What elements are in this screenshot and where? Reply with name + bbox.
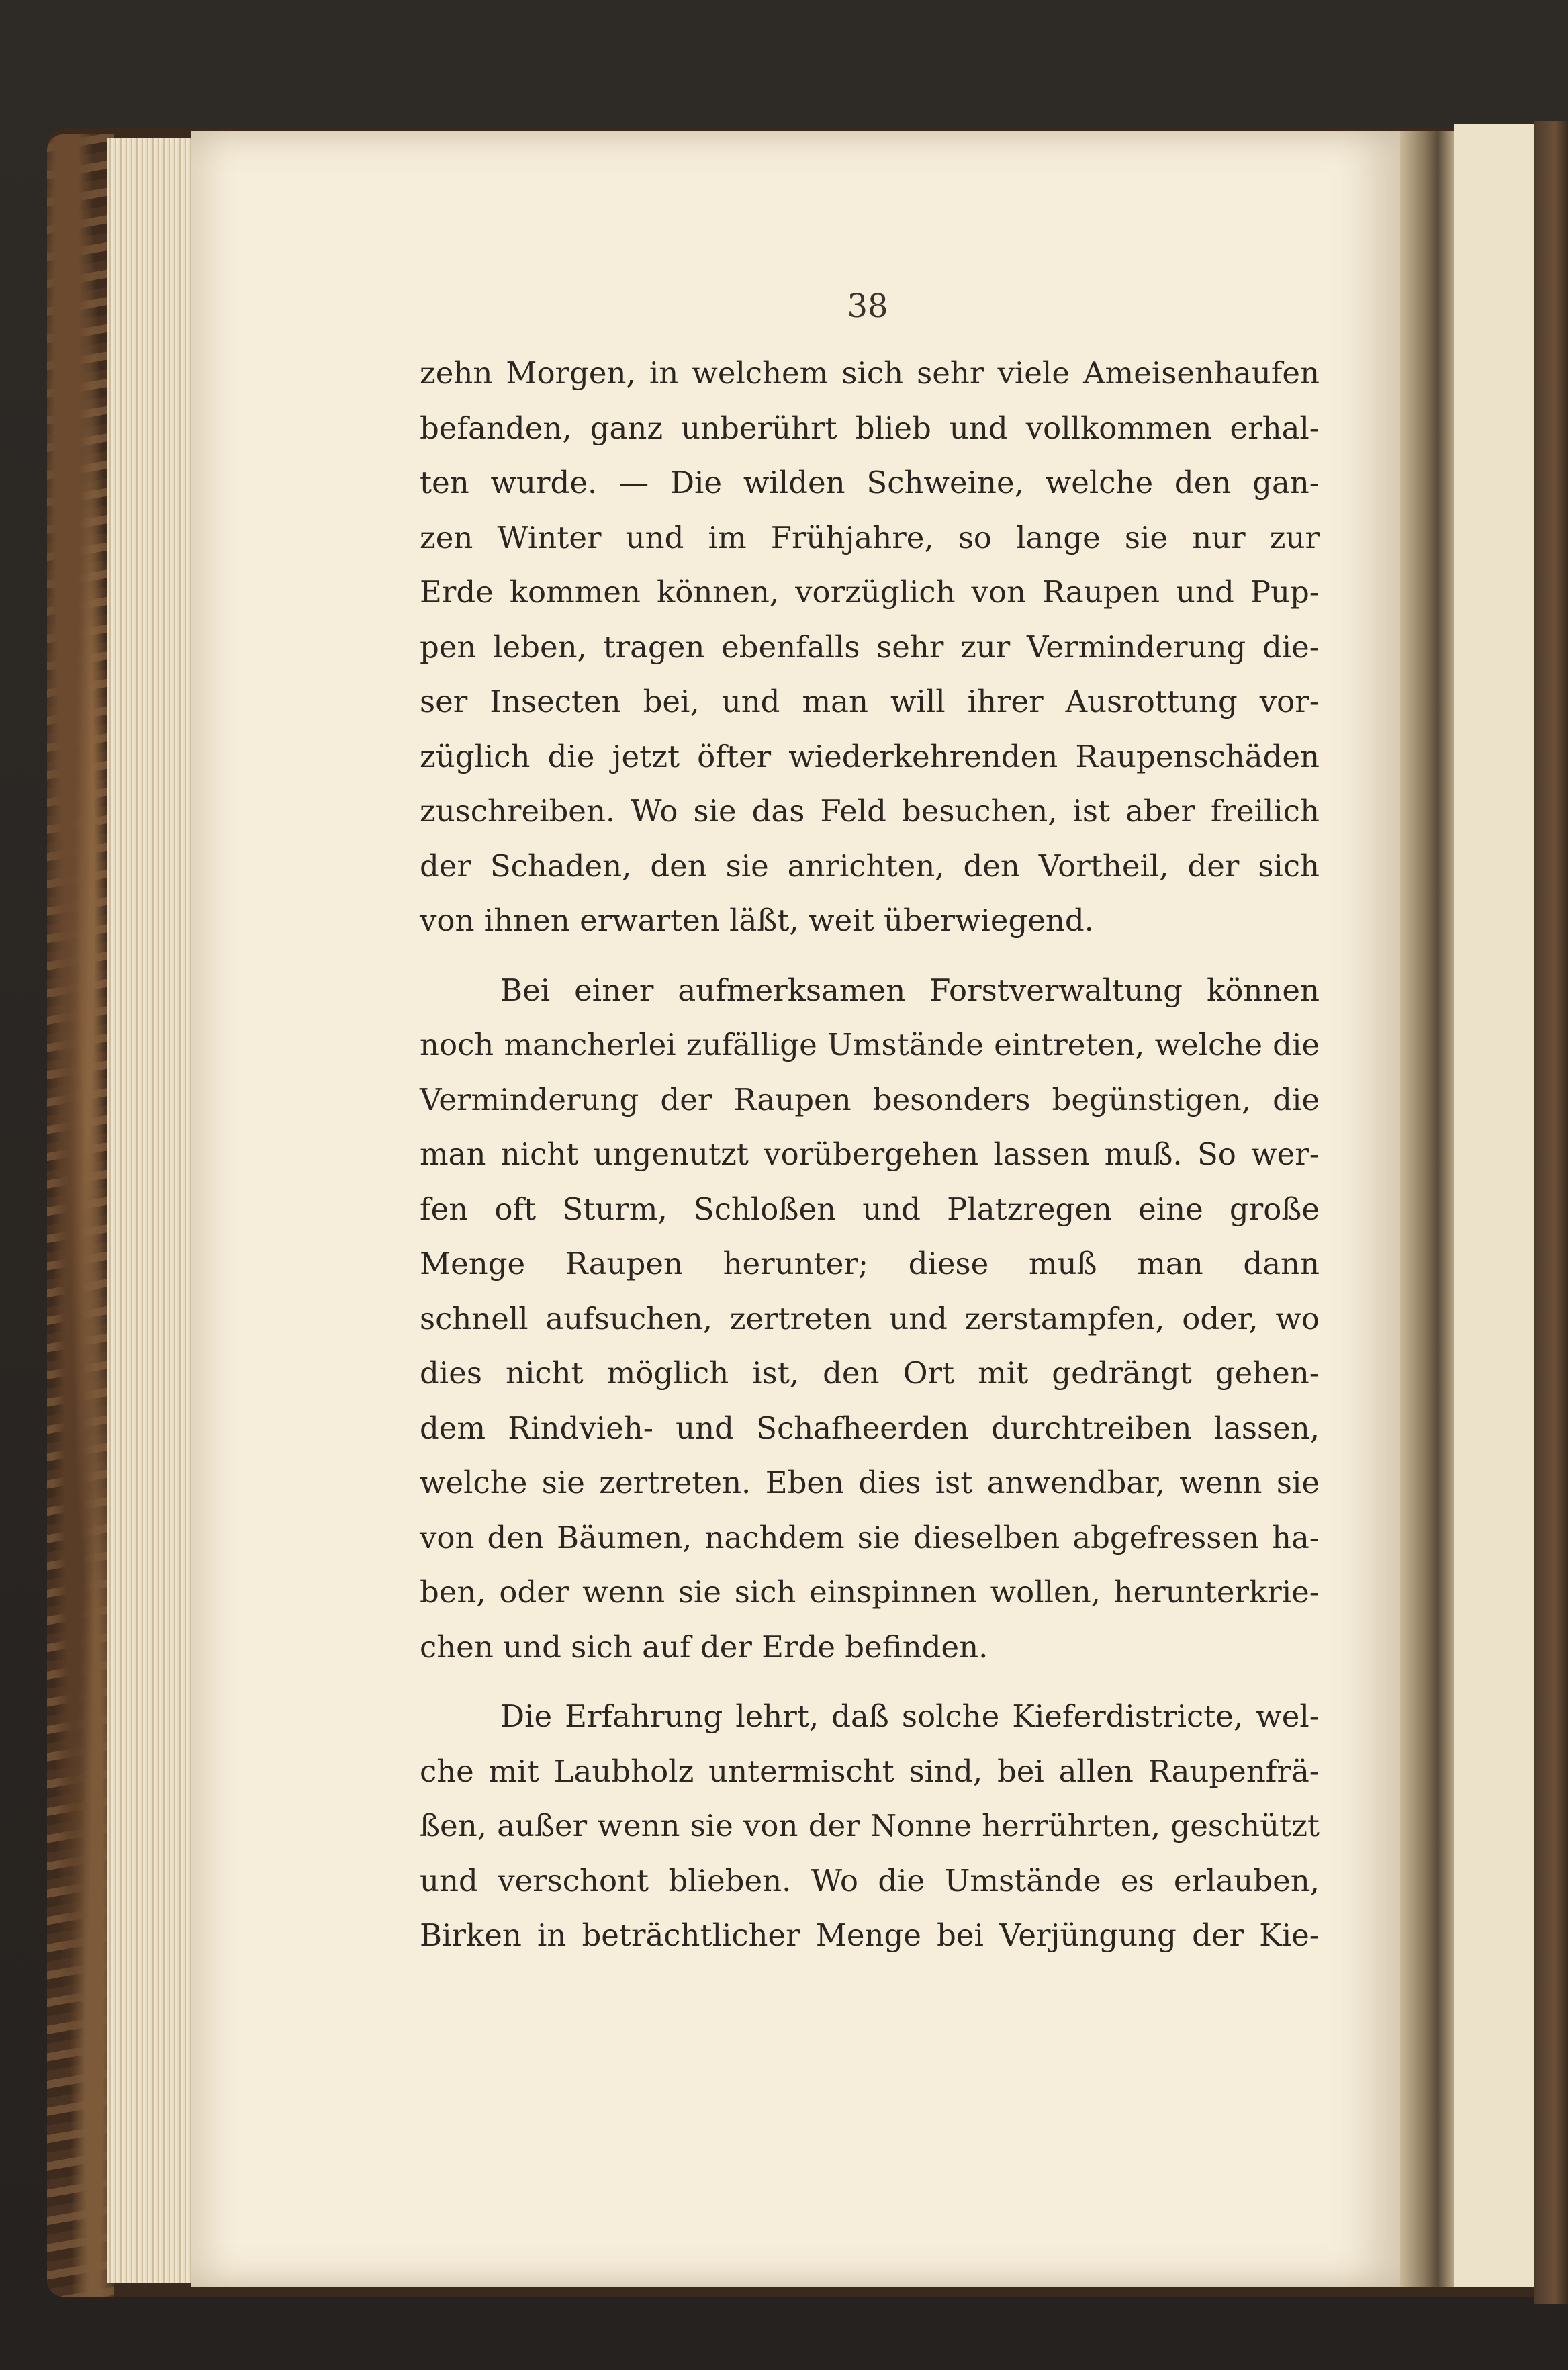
book-gutter	[1400, 131, 1454, 2287]
page-number: 38	[847, 287, 888, 325]
text-line: Birken in beträchtlicher Menge bei Verjüngung der Kie-	[420, 1917, 1320, 1953]
paragraph-gap	[420, 1674, 1320, 1689]
text-line: che mit Laubholz untermischt sind, bei allen Raupenfrä-	[420, 1753, 1320, 1789]
text-line: Die Erfahrung lehrt, daß solche Kieferdistricte, wel-	[500, 1698, 1320, 1734]
text-line: chen und sich auf der Erde befinden.	[420, 1629, 988, 1665]
text-line: Verminderung der Raupen besonders begünstigen, die	[420, 1081, 1320, 1118]
text-line: fen oft Sturm, Schloßen und Platzregen eine große	[420, 1191, 1320, 1227]
text-line: zehn Morgen, in welchem sich sehr viele Ameisenhaufen	[420, 355, 1320, 391]
body-text	[420, 346, 1320, 1963]
text-line: von den Bäumen, nachdem sie dieselben abgefressen ha-	[420, 1519, 1320, 1555]
page-edges-stack	[107, 138, 195, 2283]
text-line: noch mancherlei zufällige Umstände eintreten, welche die	[420, 1027, 1320, 1062]
text-line: befanden, ganz unberührt blieb und vollkommen erhal-	[420, 410, 1320, 446]
paragraph	[420, 346, 1320, 948]
text-line: Erde kommen können, vorzüglich von Raupen und Pup-	[420, 574, 1320, 610]
text-line: ßen, außer wenn sie von der Nonne herrührten, geschützt	[420, 1808, 1320, 1843]
text-line: dies nicht möglich ist, den Ort mit gedrängt gehen-	[420, 1355, 1320, 1391]
paragraphs	[420, 346, 1320, 1963]
text-line: zuschreiben. Wo sie das Feld besuchen, ist aber freilich	[420, 793, 1320, 829]
paragraph	[420, 1689, 1320, 1963]
text-line: schnell aufsuchen, zertreten und zerstampfen, oder, wo	[420, 1300, 1320, 1336]
facing-page-edge	[1454, 124, 1534, 2287]
paragraph-gap	[420, 948, 1320, 963]
text-line: zen Winter und im Frühjahre, so lange sie nur zur	[420, 519, 1320, 555]
text-line: Menge Raupen herunter; diese muß man dann	[420, 1246, 1320, 1281]
text-line: pen leben, tragen ebenfalls sehr zur Verminderung die-	[420, 629, 1320, 665]
text-line: ten wurde. — Die wilden Schweine, welche den gan-	[420, 465, 1320, 500]
text-line: ben, oder wenn sie sich einspinnen wollen, herunterkrie-	[420, 1574, 1320, 1610]
text-line: Bei einer aufmerksamen Forstverwaltung können	[500, 972, 1320, 1008]
text-line: von ihnen erwarten läßt, weit überwiegend.	[420, 903, 1094, 938]
cover-right-edge	[1534, 121, 1568, 2304]
text-line: man nicht ungenutzt vorübergehen lassen muß. So wer-	[420, 1136, 1320, 1172]
text-line: züglich die jetzt öfter wiederkehrenden Raupenschäden	[420, 738, 1320, 774]
text-line: der Schaden, den sie anrichten, den Vortheil, der sich	[420, 848, 1320, 884]
text-line: welche sie zertreten. Eben dies ist anwendbar, wenn sie	[420, 1465, 1320, 1500]
marbled-cover-edge	[47, 134, 114, 2297]
text-line: dem Rindvieh- und Schafheerden durchtreiben lassen,	[420, 1410, 1320, 1446]
text-line: und verschont blieben. Wo die Umstände es erlauben,	[420, 1862, 1320, 1899]
text-line: ser Insecten bei, und man will ihrer Ausrottung vor-	[420, 684, 1320, 719]
paragraph	[420, 963, 1320, 1675]
